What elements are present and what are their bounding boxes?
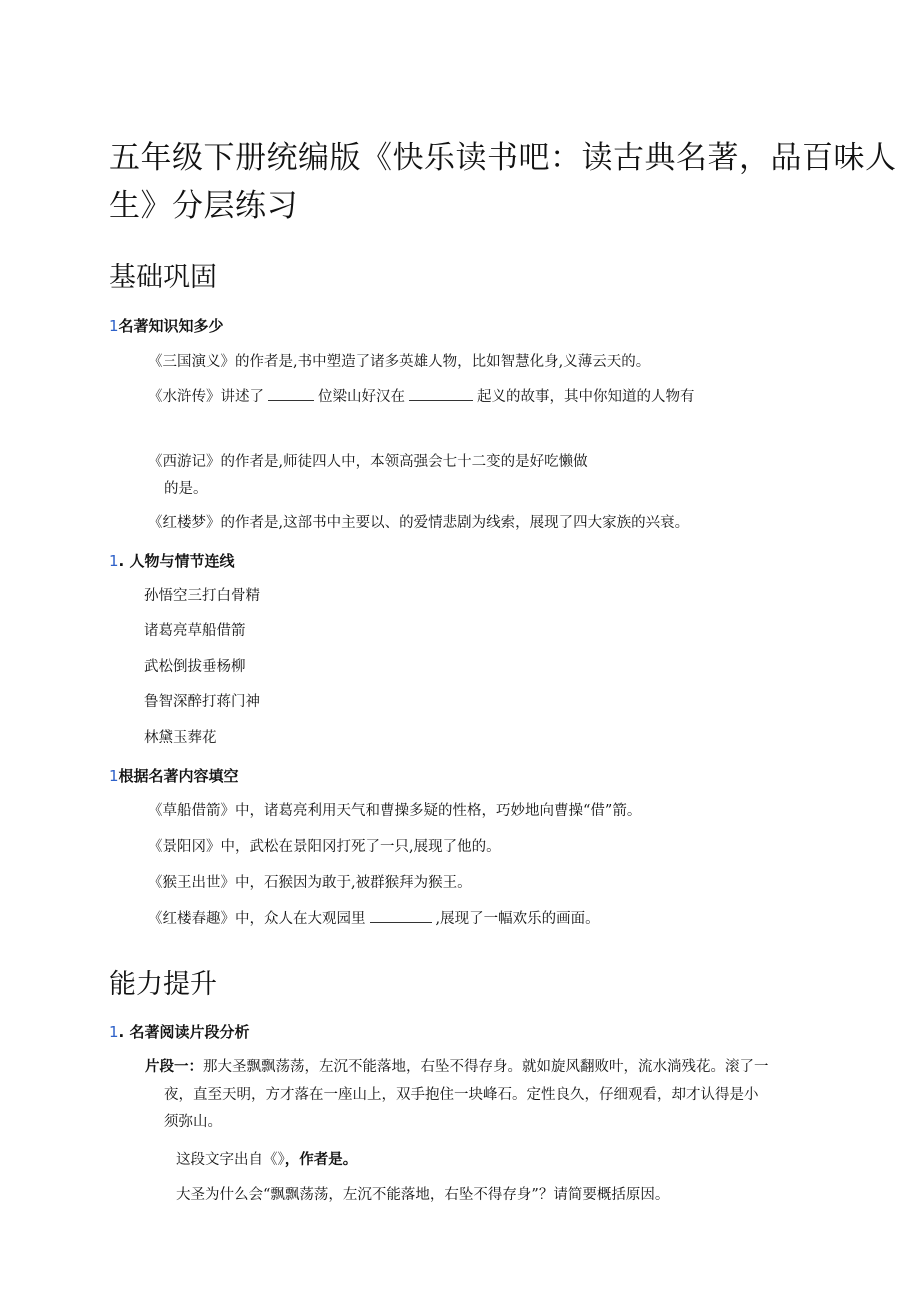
fill-line	[148, 386, 695, 408]
match-item: 诸葛亮草船借箭	[144, 623, 246, 639]
fill-text: 《红楼春趣》中，众人在大观园里	[148, 911, 366, 927]
match-item: 鲁智深醉打蒋门神	[144, 694, 260, 710]
fill-text: 《水浒传》讲述了	[148, 389, 264, 405]
fill-text: 位梁山好汉在	[318, 389, 405, 405]
fill-line: 《草船借箭》中，诸葛亮利用天气和曹操多疑的性格，巧妙地向曹操“借”箭。	[148, 803, 642, 819]
question-number: 1	[109, 317, 119, 335]
fill-text: 起义的故事，其中你知道的人物有	[477, 389, 695, 405]
sub-question-text: 这段文字出自《》	[176, 1152, 285, 1168]
sub-question: 大圣为什么会“飘飘荡荡，左沉不能落地，右坠不得存身”？请简要概括原因。	[176, 1187, 670, 1203]
fill-line: 的是。	[164, 481, 208, 497]
match-item: 林黛玉葬花	[144, 730, 217, 746]
fill-line: 《景阳冈》中，武松在景阳冈打死了一只,展现了他的。	[148, 839, 501, 855]
document-title-line-2: 生》分层练习	[109, 188, 298, 224]
fill-line: 《红楼梦》的作者是,这部书中主要以、的爱情悲剧为线索，展现了四大家族的兴衰。	[148, 515, 690, 531]
passage-line: 夜，直至天明，方才落在一座山上，双手抱住一块峰石。定性良久，仔细观看，却才认得是小	[164, 1087, 759, 1103]
passage-label: 片段一：	[145, 1058, 203, 1075]
answer-blank[interactable]	[268, 386, 314, 401]
question-label: 名著知识知多少	[118, 317, 224, 335]
fill-line: 《西游记》的作者是,师徒四人中，本领高强会七十二变的是好吃懒做	[148, 454, 588, 470]
question-number: 1	[109, 552, 119, 570]
question-heading	[109, 765, 239, 787]
passage-line: 须弥山。	[164, 1114, 222, 1130]
section-heading-advanced: 能力提升	[109, 969, 217, 1000]
answer-blank[interactable]	[409, 386, 473, 401]
document-title-line-1: 五年级下册统编版《快乐读书吧：读古典名著，品百味人	[109, 140, 897, 176]
question-heading	[109, 550, 234, 572]
passage-line	[145, 1056, 769, 1078]
question-heading	[109, 315, 224, 337]
question-label: . 名著阅读片段分析	[118, 1023, 250, 1041]
question-label: 根据名著内容填空	[118, 767, 239, 785]
sub-question-text: ，作者是。	[284, 1151, 358, 1168]
question-label: . 人物与情节连线	[118, 552, 235, 570]
passage-text: 那大圣飘飘荡荡，左沉不能落地，右坠不得存身。就如旋风翻败叶，流水淌残花。滚了一	[203, 1059, 769, 1075]
question-number: 1	[109, 1023, 119, 1041]
sub-question	[176, 1149, 357, 1171]
fill-line: 《猴王出世》中，石猴因为敢于,被群猴拜为猴王。	[148, 875, 472, 891]
fill-text: ,展现了一幅欢乐的画面。	[435, 911, 600, 927]
answer-blank[interactable]	[370, 908, 432, 923]
question-number: 1	[109, 767, 119, 785]
match-item: 武松倒拔垂杨柳	[144, 659, 246, 675]
fill-line: 《三国演义》的作者是,书中塑造了诸多英雄人物，比如智慧化身,义薄云天的。	[148, 354, 651, 370]
question-heading	[109, 1021, 249, 1043]
match-item: 孙悟空三打白骨精	[144, 588, 260, 604]
section-heading-basic: 基础巩固	[109, 262, 217, 293]
fill-line	[148, 908, 600, 930]
